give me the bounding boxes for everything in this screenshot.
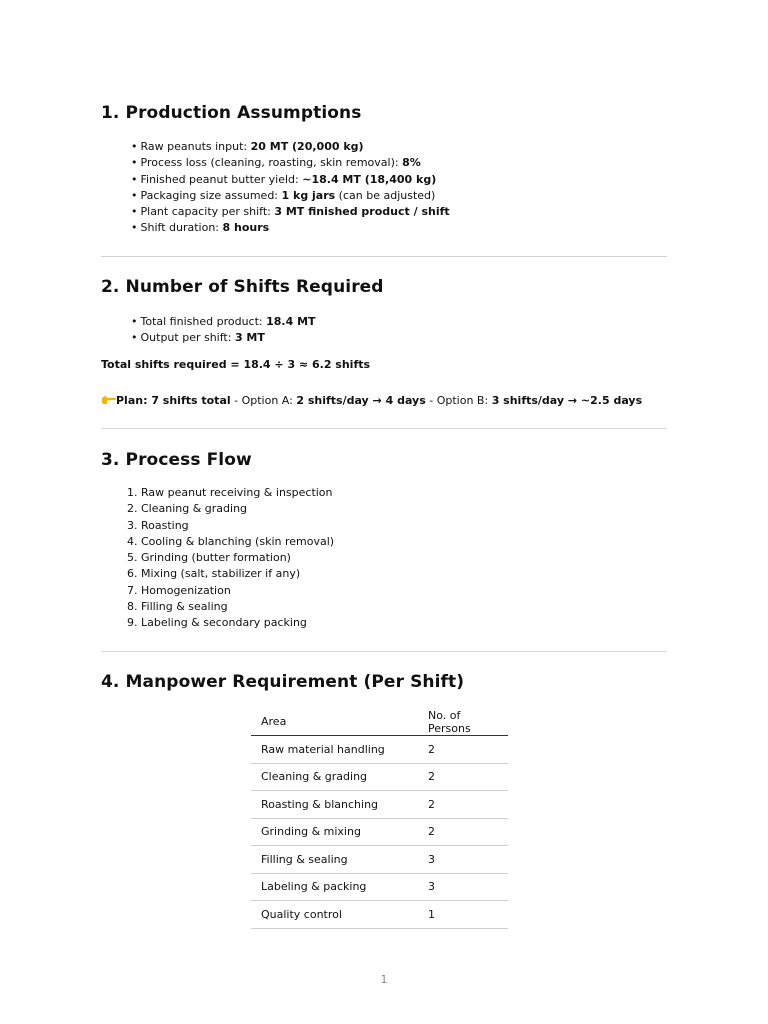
area-cell: Quality control [251,901,418,929]
persons-cell: 2 [418,791,508,819]
section-divider [101,651,667,652]
area-cell: Labeling & packing [251,873,418,901]
table-row [251,791,508,819]
process-step: 8. Filling & sealing [127,600,228,614]
process-step: 7. Homogenization [127,583,231,597]
list-item: • Shift duration: 8 hours [131,221,270,235]
table-row [251,846,508,874]
process-step: 5. Grinding (butter formation) [127,551,291,565]
process-step: 2. Cleaning & grading [127,502,248,516]
area-cell: Raw material handling [251,736,418,764]
section-3-heading: 3. Process Flow [101,450,252,470]
area-cell: Roasting & blanching [251,791,418,819]
section-1-heading: 1. Production Assumptions [101,103,362,123]
table-row [251,901,508,929]
area-cell: Cleaning & grading [251,763,418,791]
process-step: 1. Raw peanut receiving & inspection [127,486,333,499]
table-row [251,763,508,791]
area-cell: Filling & sealing [251,846,418,874]
section-divider [101,428,667,429]
list-item: • Packaging size assumed: 1 kg jars (can be adjusted) [131,188,436,202]
process-step: 6. Mixing (salt, stabilizer if any) [127,567,301,581]
list-item: • Raw peanuts input: 20 MT (20,000 kg) [131,140,364,153]
process-flow-list [127,485,334,632]
section-4-heading: 4. Manpower Requirement (Per Shift) [101,672,465,692]
list-item: • Output per shift: 3 MT [131,331,265,345]
shifts-list [131,314,316,347]
section-divider [101,256,667,257]
assumptions-list [131,139,450,237]
total-shifts-line: Total shifts required = 18.4 ÷ 3 ≈ 6.2 shifts [101,358,371,371]
persons-cell: 3 [418,873,508,901]
persons-cell: 3 [418,846,508,874]
area-cell: Grinding & mixing [251,818,418,846]
plan-line: Plan: 7 shifts total - Option A: 2 shifts/day → 4 days - Option B: 3 shifts/day → ~2.5 days [101,393,642,407]
persons-cell: 1 [418,901,508,929]
table-row [251,736,508,764]
table-row [251,873,508,901]
process-step: 3. Roasting [127,518,189,532]
persons-cell: 2 [418,818,508,846]
manpower-table [251,708,508,929]
list-item: • Plant capacity per shift: 3 MT finished product / shift [131,205,450,219]
section-2-heading: 2. Number of Shifts Required [101,277,384,297]
persons-cell: 2 [418,736,508,764]
column-header-persons: No. of Persons [418,708,508,736]
list-item: • Total finished product: 18.4 MT [131,315,316,328]
persons-cell: 2 [418,763,508,791]
process-step: 9. Labeling & secondary packing [127,616,307,630]
table-row [251,818,508,846]
page-number: 1 [380,973,388,986]
table-header-row [251,708,508,736]
column-header-area: Area [251,708,418,736]
list-item: • Process loss (cleaning, roasting, skin removal): 8% [131,156,421,170]
list-item: • Finished peanut butter yield: ~18.4 MT (18,400 kg) [131,172,437,186]
pointing-hand-icon [101,393,116,405]
process-step: 4. Cooling & blanching (skin removal) [127,534,335,548]
